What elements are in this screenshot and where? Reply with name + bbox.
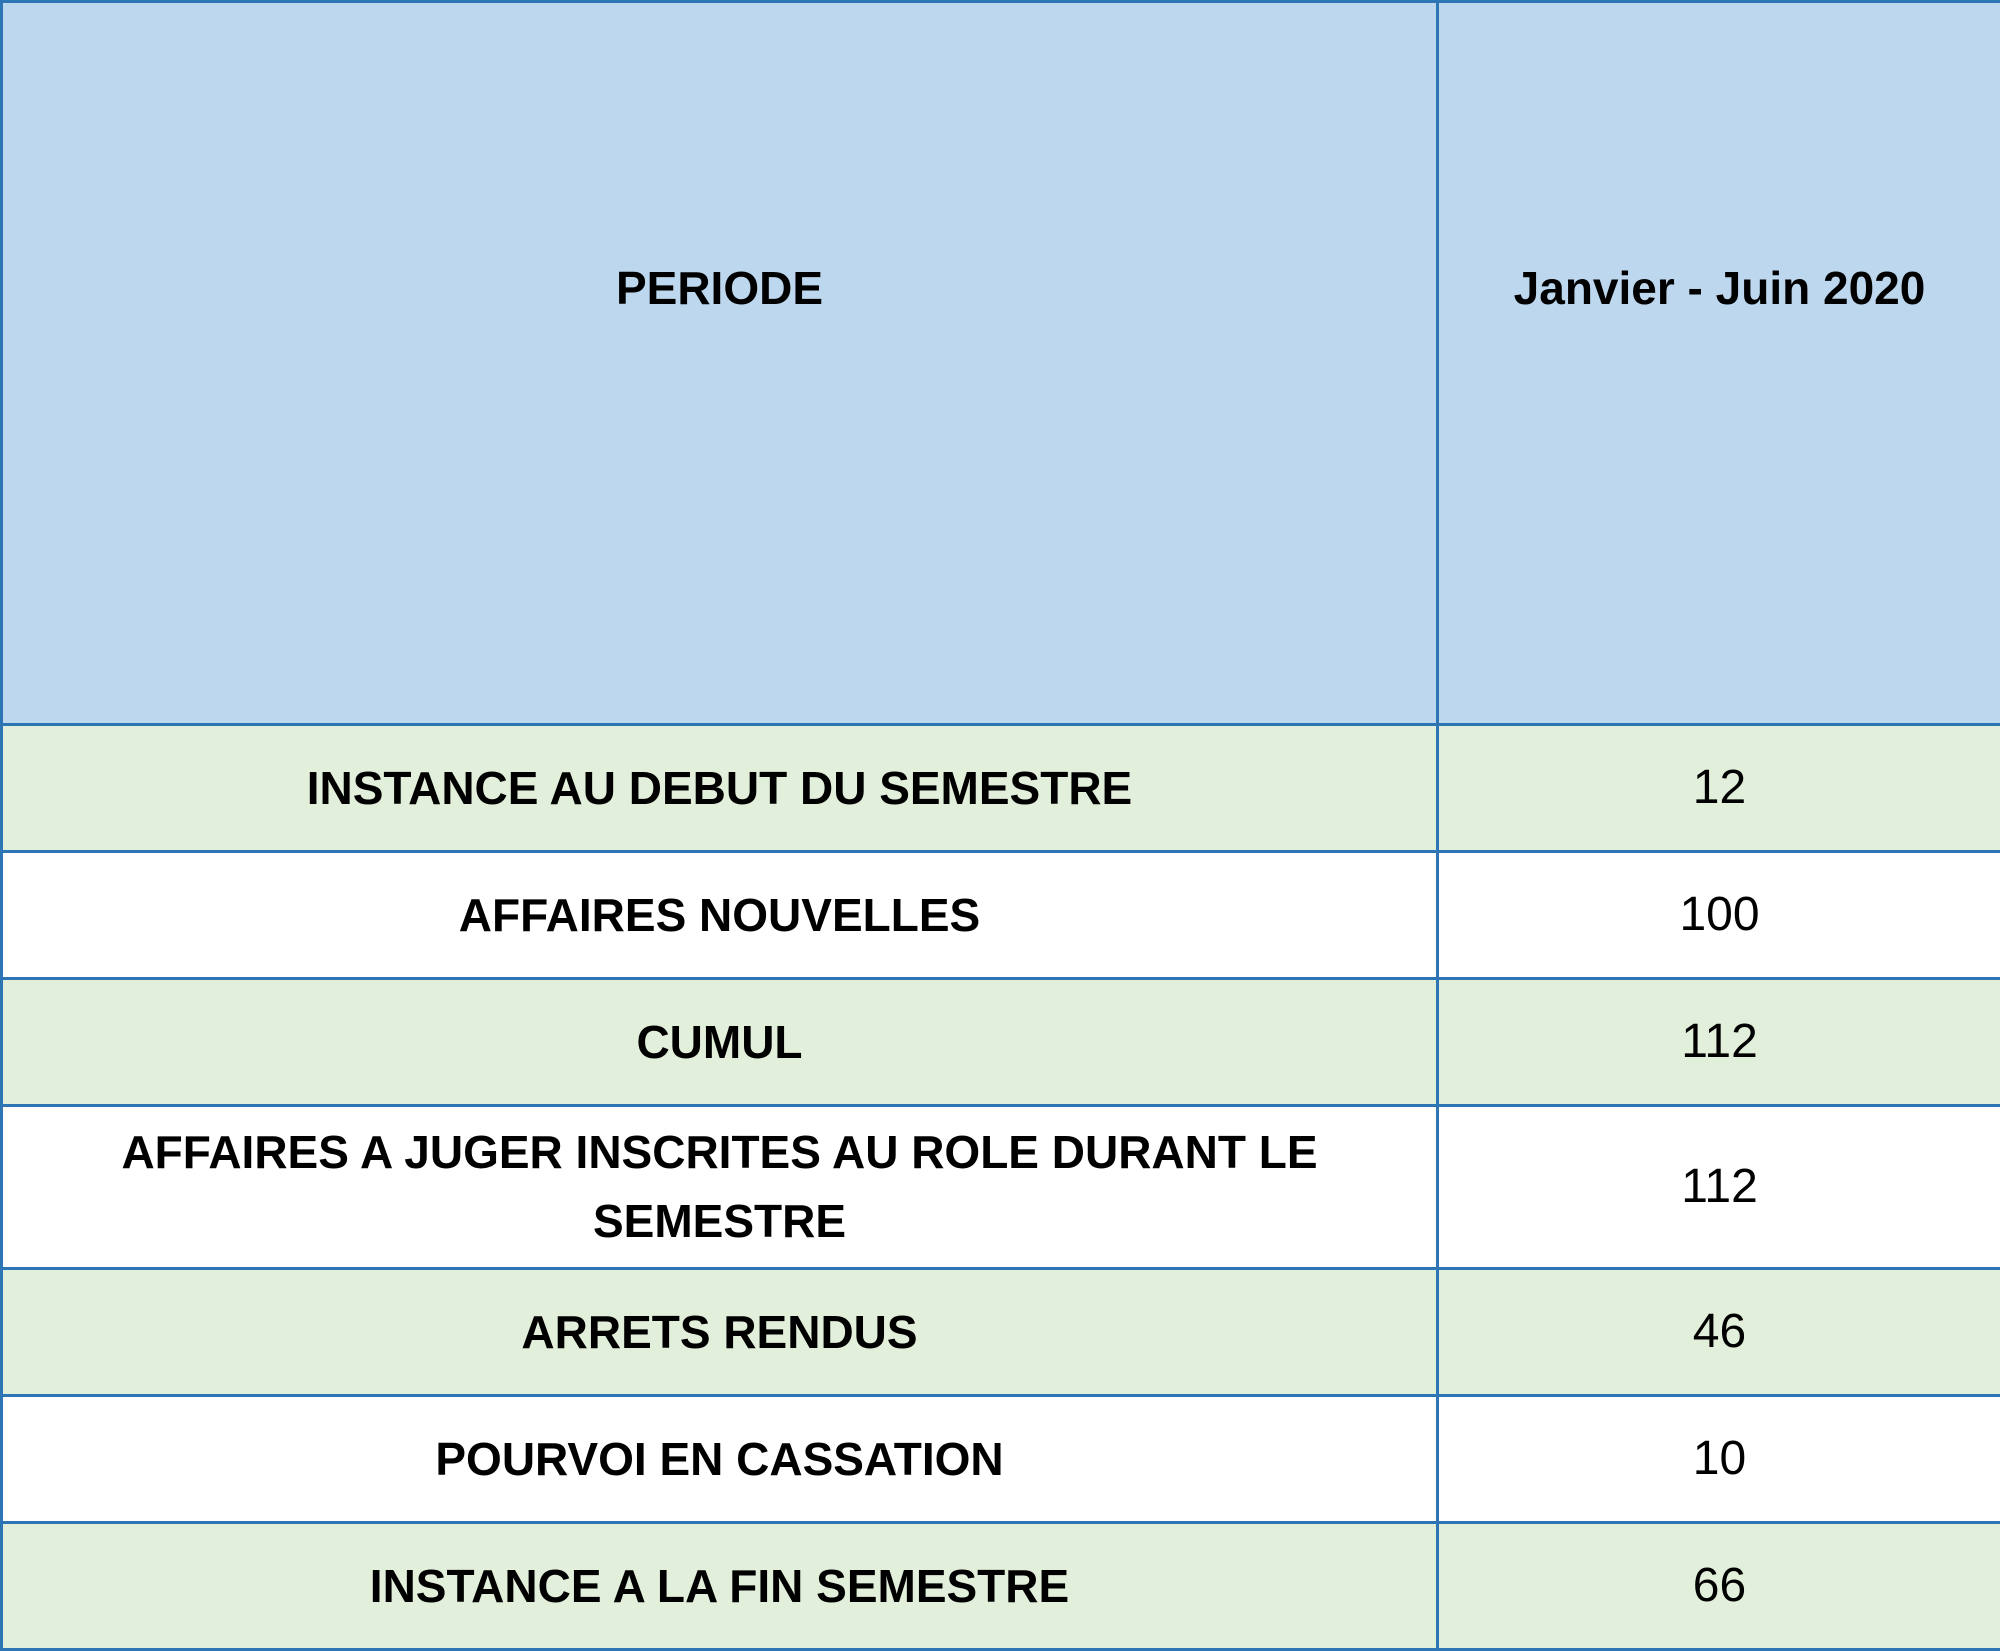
table-row [2,1106,2000,1269]
table-row [2,1269,2000,1396]
header-period-value: Janvier - Juin 2020 [1438,2,2000,725]
row-label-arrets-rendus: ARRETS RENDUS [2,1269,1438,1396]
table-row [2,725,2000,852]
row-value-arrets-rendus: 46 [1438,1269,2000,1396]
row-value-pourvoi-cassation: 10 [1438,1396,2000,1523]
table-row [2,1523,2000,1650]
table-header-row [2,2,2000,725]
row-value-affaires-a-juger: 112 [1438,1106,2000,1269]
row-value-instance-debut: 12 [1438,725,2000,852]
row-label-affaires-nouvelles: AFFAIRES NOUVELLES [2,852,1438,979]
table-row [2,979,2000,1106]
row-label-instance-fin: INSTANCE A LA FIN SEMESTRE [2,1523,1438,1650]
row-label-pourvoi-cassation: POURVOI EN CASSATION [2,1396,1438,1523]
row-value-instance-fin: 66 [1438,1523,2000,1650]
header-period-label: PERIODE [2,2,1438,725]
table-row [2,852,2000,979]
row-label-instance-debut: INSTANCE AU DEBUT DU SEMESTRE [2,725,1438,852]
row-value-affaires-nouvelles: 100 [1438,852,2000,979]
table-row [2,1396,2000,1523]
row-label-affaires-a-juger: AFFAIRES A JUGER INSCRITES AU ROLE DURANT LE SEMESTRE [2,1106,1438,1269]
row-value-cumul: 112 [1438,979,2000,1106]
row-label-cumul: CUMUL [2,979,1438,1106]
